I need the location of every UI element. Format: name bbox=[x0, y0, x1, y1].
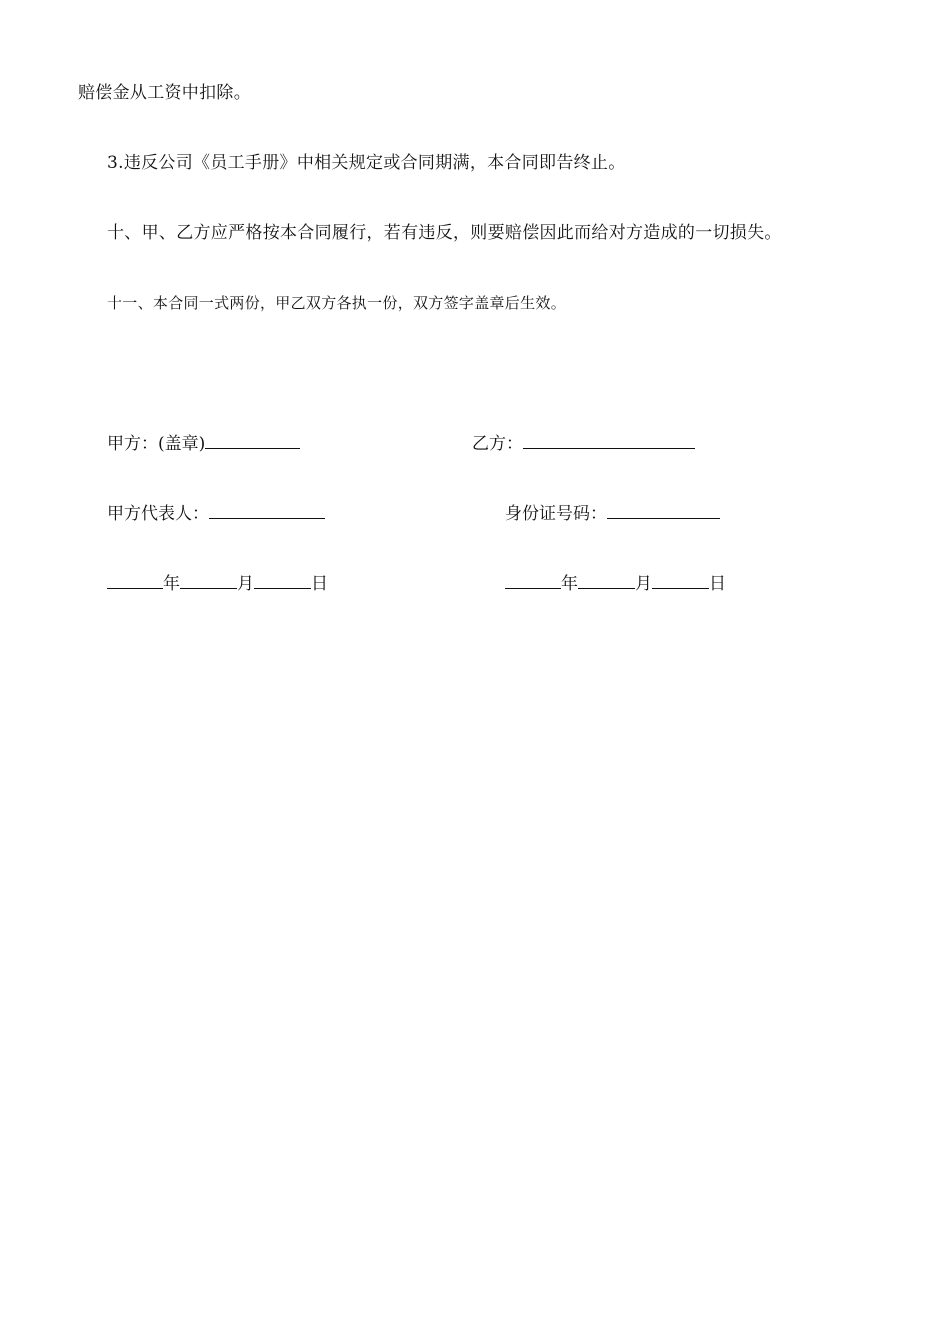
year-blank[interactable] bbox=[505, 572, 561, 589]
year-label: 年 bbox=[561, 574, 578, 594]
month-blank[interactable] bbox=[180, 572, 237, 589]
party-a-label: 甲方：(盖章) bbox=[107, 434, 206, 454]
party-a-signature bbox=[107, 432, 300, 455]
month-label: 月 bbox=[635, 574, 652, 594]
day-blank[interactable] bbox=[254, 572, 311, 589]
id-number-label: 身份证号码： bbox=[505, 504, 607, 524]
party-a-date bbox=[107, 572, 328, 595]
month-blank[interactable] bbox=[578, 572, 635, 589]
paragraph-compensation: 赔偿金从工资中扣除。 bbox=[78, 83, 251, 103]
day-blank[interactable] bbox=[652, 572, 709, 589]
party-b-id-number bbox=[505, 502, 720, 525]
party-a-blank[interactable] bbox=[205, 432, 300, 449]
party-b-signature bbox=[472, 432, 695, 455]
month-label: 月 bbox=[237, 574, 254, 594]
id-number-blank[interactable] bbox=[607, 502, 720, 519]
year-blank[interactable] bbox=[107, 572, 163, 589]
year-label: 年 bbox=[163, 574, 180, 594]
paragraph-termination: 3.违反公司《员工手册》中相关规定或合同期满，本合同即告终止。 bbox=[107, 153, 626, 173]
day-label: 日 bbox=[709, 574, 726, 594]
party-b-blank[interactable] bbox=[523, 432, 695, 449]
paragraph-article-11: 十一、本合同一式两份，甲乙双方各执一份，双方签字盖章后生效。 bbox=[107, 294, 567, 312]
representative-label: 甲方代表人： bbox=[107, 504, 209, 524]
party-a-representative bbox=[107, 502, 325, 525]
representative-blank[interactable] bbox=[209, 502, 325, 519]
party-b-date bbox=[505, 572, 726, 595]
paragraph-article-10: 十、甲、乙方应严格按本合同履行，若有违反，则要赔偿因此而给对方造成的一切损失。 bbox=[107, 223, 782, 243]
party-b-label: 乙方： bbox=[472, 434, 523, 454]
day-label: 日 bbox=[311, 574, 328, 594]
